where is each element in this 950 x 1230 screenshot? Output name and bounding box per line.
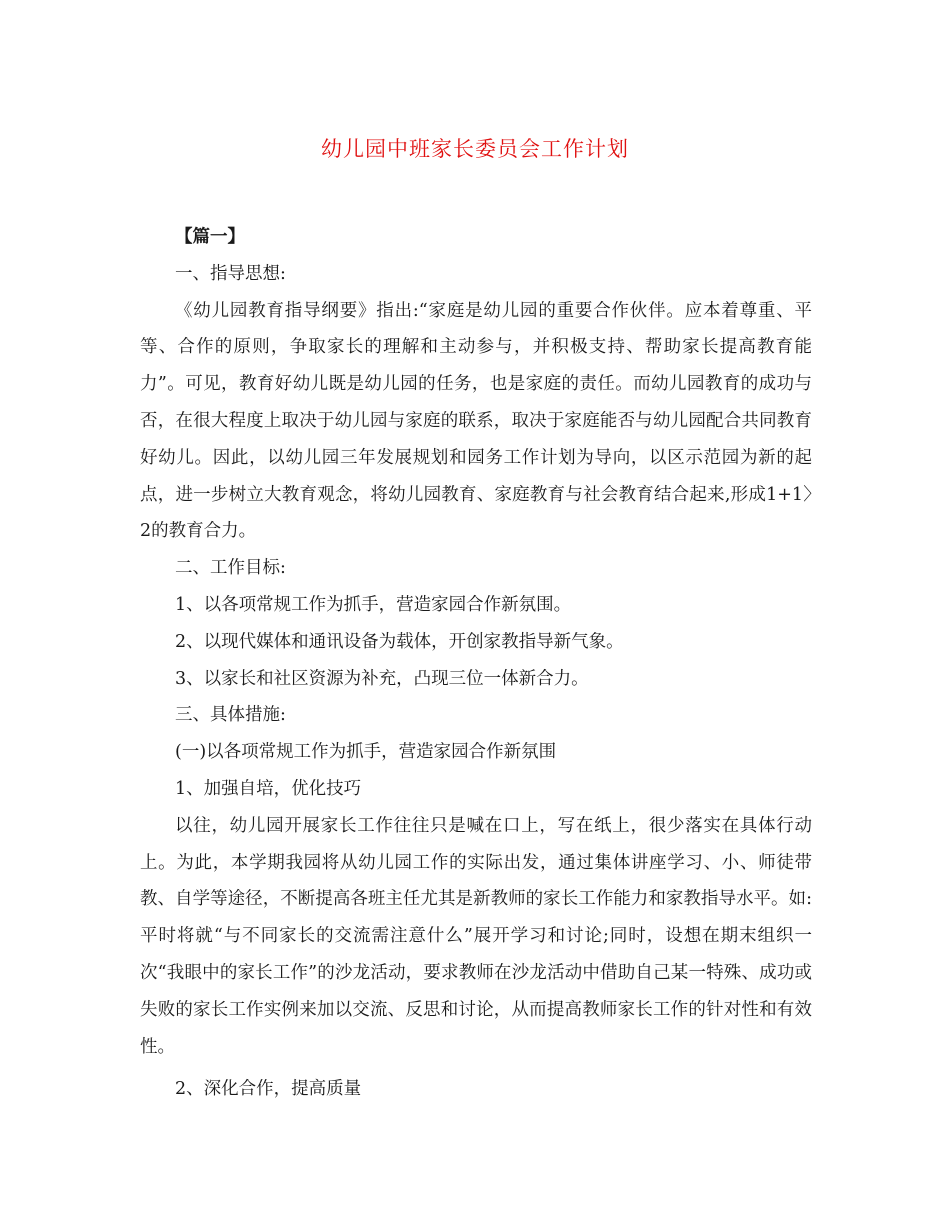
goal-item-3: 3、以家长和社区资源为补充，凸现三位一体新合力。 bbox=[175, 668, 589, 689]
heading-measures: 三、具体措施: bbox=[175, 705, 286, 726]
document-title: 幼儿园中班家长委员会工作计划 bbox=[321, 137, 629, 161]
subheading-routine-work: (一)以各项常规工作为抓手，营造家园合作新氛围 bbox=[175, 742, 557, 763]
paragraph-self-training: 以往，幼儿园开展家长工作往往只是喊在口上，写在纸上，很少落实在具体行动上。为此，本学期我园将从幼儿园工作的实际出发，通过集体讲座学习、小、师徒带教、自学等途径，不断提高各班主任尤其是新教师的家长工作能力和家教指导水平。如:平时将就“与不同家长的交流需注意什么”展开学习和讨论;同时，设想在期末组织一次“我眼中的家长工作”的沙龙活动，要求教师在沙龙活动中借助自己某一特殊、成功或失败的家长工作实例来加以交流、反思和讨论，从而提高教师家长工作的针对性和有效性。 bbox=[140, 815, 812, 1057]
document-body bbox=[140, 219, 812, 1108]
goal-item-1: 1、以各项常规工作为抓手，营造家园合作新氛围。 bbox=[175, 594, 572, 615]
section-label: 【篇一】 bbox=[175, 227, 245, 247]
heading-work-goals: 二、工作目标: bbox=[175, 558, 286, 579]
heading-guiding-idea: 一、指导思想: bbox=[175, 263, 286, 284]
subheading-deepen-cooperation: 2、深化合作，提高质量 bbox=[175, 1079, 362, 1100]
subheading-self-training: 1、加强自培，优化技巧 bbox=[175, 778, 362, 799]
paragraph-guidelines: 《幼儿园教育指导纲要》指出:“家庭是幼儿园的重要合作伙伴。应本着尊重、平等、合作的原则，争取家长的理解和主动参与，并积极支持、帮助家长提高教育能力”。可见，教育好幼儿既是幼儿园的任务，也是家庭的责任。而幼儿园教育的成功与否，在很大程度上取决于幼儿园与家庭的联系，取决于家庭能否与幼儿园配合共同教育好幼儿。因此，以幼儿园三年发展规划和园务工作计划为导向，以区示范园为新的起点，进一步树立大教育观念，将幼儿园教育、家庭教育与社会教育结合起来,形成1+1〉2的教育合力。 bbox=[140, 300, 812, 542]
goal-item-2: 2、以现代媒体和通讯设备为载体，开创家教指导新气象。 bbox=[175, 631, 624, 652]
